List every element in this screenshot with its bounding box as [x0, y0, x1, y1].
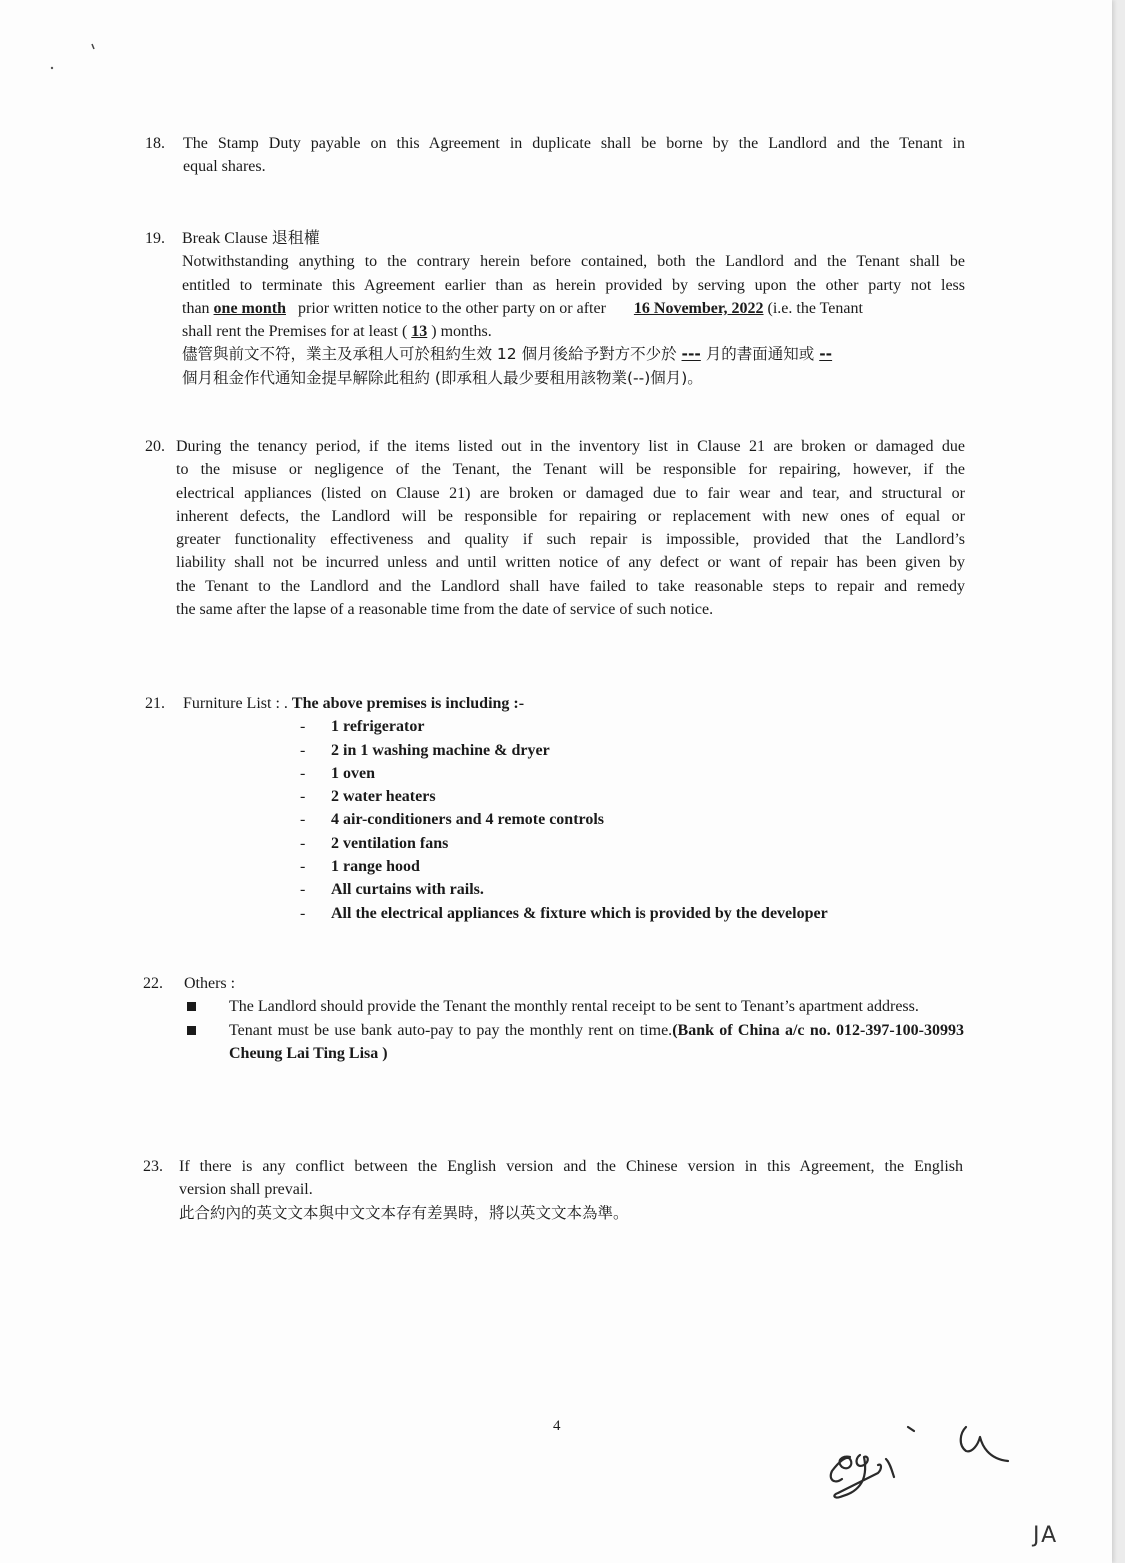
clause-text-line: greater functionality effectiveness and quality if such repair is impossible, provided that the Landlord’s [176, 531, 965, 549]
furniture-item: 2 water heaters [331, 788, 436, 806]
notice-period: one month [213, 299, 286, 317]
text-segment: shall rent the Premises for at least ( [182, 323, 408, 341]
clause-text-line: version shall prevail. [179, 1181, 313, 1199]
text-segment: prior written notice to the other party on or after [298, 299, 606, 317]
clause-text-line: The Stamp Duty payable on this Agreement in duplicate shall be borne by the Landlord and the Tenant in [183, 135, 965, 152]
clause-text-line: Notwithstanding anything to the contrary herein before contained, both the Landlord and the Tenant shall be [182, 253, 965, 271]
clause-text-line: the Tenant to the Landlord and the Landlord shall have failed to take reasonable steps to repair and remedy [176, 577, 965, 595]
dash: - [300, 858, 306, 876]
furniture-item: 1 range hood [331, 858, 420, 876]
furniture-item: 1 refrigerator [331, 718, 425, 736]
bullet-text: The Landlord should provide the Tenant the monthly rental receipt to be sent to Tenant’s apartment address. [229, 998, 919, 1016]
dash: - [300, 904, 306, 922]
dash: - [300, 834, 306, 852]
bullet-square-icon [187, 1002, 196, 1011]
dash: - [300, 881, 306, 899]
furniture-item: 2 ventilation fans [331, 834, 449, 852]
initials: JA [1033, 1523, 1059, 1548]
clause-text-line [182, 297, 965, 320]
clause-text-line: liability shall not be incurred unless and until written notice of any defect or want of repair has been given by [176, 554, 965, 572]
clause-title: Break Clause 退租權 [182, 230, 320, 247]
clause-text-line: During the tenancy period, if the items listed out in the inventory list in Clause 21 are broken or damaged due [176, 438, 965, 455]
blank-field: --- [681, 345, 701, 364]
clause-text-zh: 個月租金作代通知金提早解除此租約 (即承租人最少要租用該物業(--)個月)。 [182, 368, 703, 387]
clause-number: 21. [145, 695, 165, 712]
clause-title: Others : [184, 975, 236, 992]
furniture-item: 2 in 1 washing machine & dryer [331, 741, 550, 759]
dash: - [300, 741, 306, 759]
bank-account: (Bank of China a/c no. 012-397-100-30993 Cheung Lai Ting Lisa ) [229, 1021, 965, 1062]
dash: - [300, 788, 306, 806]
text-segment: than [182, 299, 210, 317]
clause-number: 19. [145, 230, 165, 247]
furniture-item: All curtains with rails. [331, 881, 484, 899]
list-item [187, 995, 964, 1018]
dash: - [300, 811, 306, 829]
dash: - [300, 764, 306, 782]
bullet-text [229, 1019, 964, 1066]
clause-number: 20. [145, 438, 165, 455]
clause-number: 22. [143, 975, 163, 992]
clause-text-zh [182, 343, 965, 366]
clause-text-line: the same after the lapse of a reasonable time from the date of service of such notice. [176, 601, 714, 619]
clause-number: 23. [143, 1158, 163, 1175]
clause-text-line [182, 320, 965, 343]
clause-text-line: entitled to terminate this Agreement earlier than as herein provided by serving upon the other party not less [182, 276, 965, 294]
min-months: 13 [411, 323, 428, 341]
furniture-item: All the electrical appliances & fixture which is provided by the developer [331, 904, 828, 922]
text-segment: Tenant must be use bank auto-pay to pay the monthly rent on time. [229, 1021, 673, 1039]
clause-text-line: to the misuse or negligence of the Tenant, the Tenant will be responsible for repairing, however, if the [176, 461, 965, 479]
furniture-item: 4 air-conditioners and 4 remote controls [331, 811, 605, 829]
furniture-list-heading: The above premises is including :- [291, 695, 525, 712]
text-segment: ) months. [431, 323, 492, 341]
page-number: 4 [553, 1418, 561, 1434]
text-segment: 儘管與前文不符，業主及承租人可於租約生效 12 個月後給予對方不少於 [182, 345, 677, 364]
dash: - [300, 718, 306, 736]
clause-text-line: electrical appliances (listed on Clause 21) are broken or damaged due to fair wear and tear, and structural or [176, 484, 965, 502]
list-item [187, 1019, 964, 1066]
clause-text-line: inherent defects, the Landlord will be responsible for repairing or replacement with new ones of equal or [176, 507, 965, 525]
furniture-item: 1 oven [331, 764, 375, 782]
signature-graphic [820, 1415, 1020, 1505]
clause-text-line: equal shares. [183, 158, 266, 176]
bullet-square-icon [187, 1026, 196, 1035]
text-segment: 月的書面通知或 [705, 345, 815, 364]
text-segment: (i.e. the Tenant [767, 299, 863, 317]
break-date: 16 November, 2022 [633, 299, 764, 317]
clause-number: 18. [145, 135, 165, 152]
clause-text-line: If there is any conflict between the English version and the Chinese version in this Agreement, the English [179, 1158, 963, 1175]
furniture-list-label: Furniture List : . [183, 695, 288, 712]
clause-text-zh: 此合約內的英文文本與中文文本存有差異時，將以英文文本為準。 [179, 1203, 629, 1222]
scan-specks [45, 40, 105, 75]
blank-field: -- [819, 345, 833, 364]
